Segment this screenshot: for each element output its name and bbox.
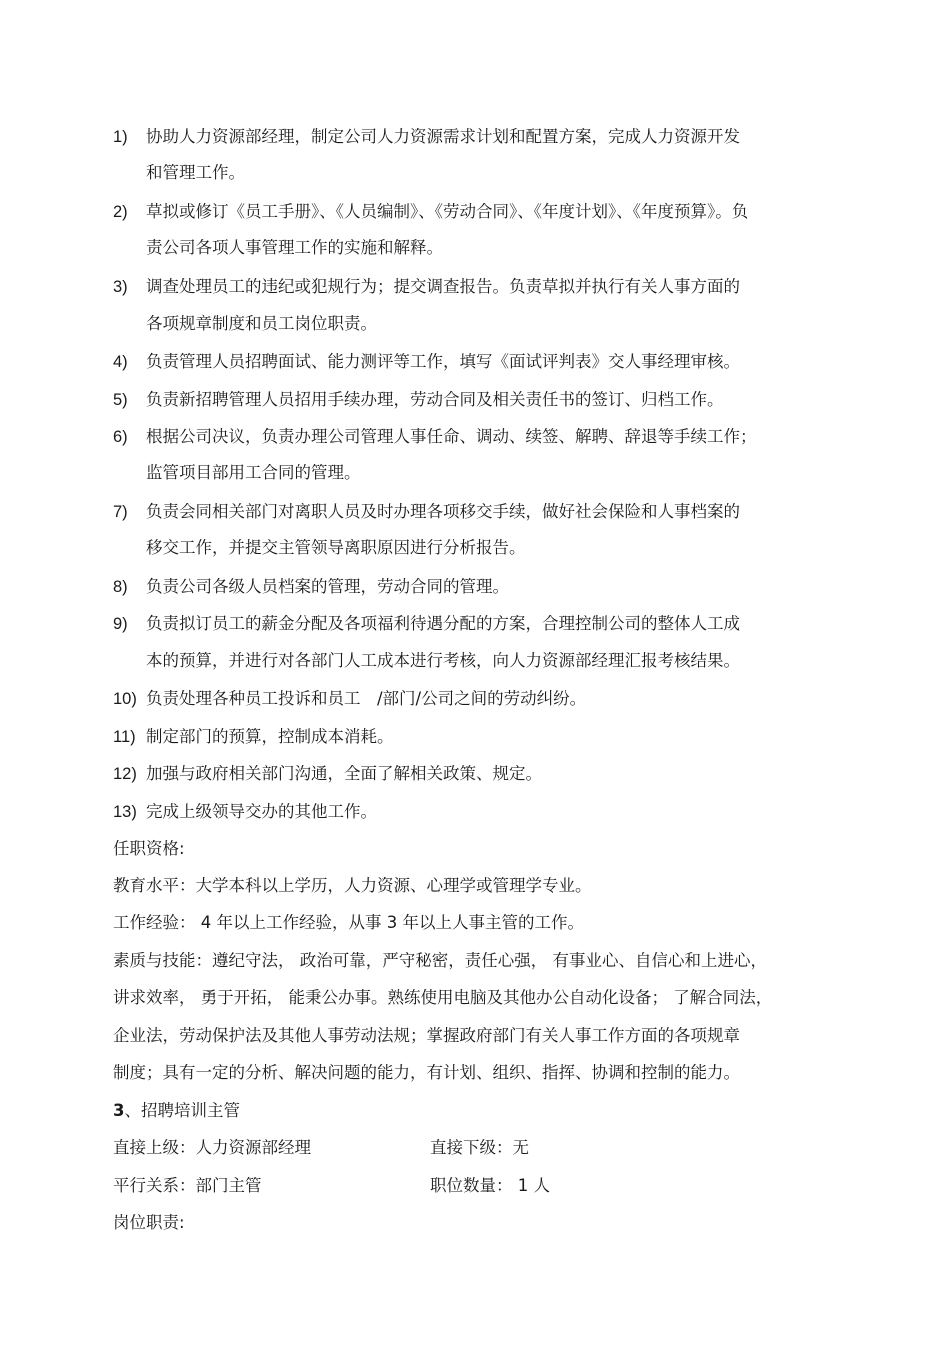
duty-5-number: 5) <box>113 391 128 409</box>
education-level: 教育水平：大学本科以上学历，人力资源、心理学或管理学专业。 <box>113 876 592 895</box>
section-3-title-text: 、招聘培训主管 <box>124 1101 240 1120</box>
duty-12-line-1: 加强与政府相关部门沟通，全面了解相关政策、规定。 <box>146 764 542 783</box>
duties-heading: 岗位职责: <box>113 1213 185 1232</box>
duty-7-number: 7) <box>113 503 128 521</box>
duty-12-number: 12) <box>113 765 137 783</box>
qualifications-heading: 任职资格: <box>113 839 185 858</box>
duty-2-number: 2) <box>113 203 128 221</box>
duty-4-line-1: 负责管理人员招聘面试、能力测评等工作，填写《面试评判表》交人事经理审核。 <box>146 352 740 371</box>
duty-9-line-2: 本的预算，并进行对各部门人工成本进行考核，向人力资源部经理汇报考核结果。 <box>146 651 740 670</box>
direct-superior: 直接上级：人力资源部经理 <box>113 1138 311 1157</box>
skills-line-3: 企业法，劳动保护法及其他人事劳动法规；掌握政府部门有关人事工作方面的各项规章 <box>113 1026 740 1045</box>
duty-1-line-2: 和管理工作。 <box>146 163 245 182</box>
duty-6-line-2: 监管项目部用工合同的管理。 <box>146 463 361 482</box>
duty-7-line-2: 移交工作，并提交主管领导离职原因进行分析报告。 <box>146 538 526 557</box>
duty-10-number: 10) <box>113 690 137 708</box>
duty-6-line-1: 根据公司决议，负责办理公司管理人事任命、调动、续签、解聘、辞退等手续工作； <box>146 427 757 446</box>
duty-9-line-1: 负责拟订员工的薪金分配及各项福利待遇分配的方案，合理控制公司的整体人工成 <box>146 614 740 633</box>
duty-3-line-2: 各项规章制度和员工岗位职责。 <box>146 314 377 333</box>
position-count: 职位数量： 1 人 <box>430 1176 550 1195</box>
duty-2-line-1: 草拟或修订《员工手册》、《人员编制》、《劳动合同》、《年度计划》、《年度预算》。负 <box>146 202 749 221</box>
duty-4-number: 4) <box>113 353 128 371</box>
section-3-title <box>113 1100 240 1122</box>
duty-8-line-1: 负责公司各级人员档案的管理，劳动合同的管理。 <box>146 577 509 596</box>
skills-line-4: 制度；具有一定的分析、解决问题的能力，有计划、组织、指挥、协调和控制的能力。 <box>113 1063 740 1082</box>
duty-5-line-1: 负责新招聘管理人员招用手续办理，劳动合同及相关责任书的签订、归档工作。 <box>146 390 724 409</box>
parallel-relation: 平行关系：部门主管 <box>113 1176 262 1195</box>
duty-2-line-2: 责公司各项人事管理工作的实施和解释。 <box>146 238 443 257</box>
skills-line-2: 讲求效率， 勇于开拓， 能秉公办事。熟练使用电脑及其他办公自动化设备； 了解合同法， <box>113 988 773 1007</box>
section-3-number: 3 <box>113 1101 125 1120</box>
duty-1-line-1: 协助人力资源部经理，制定公司人力资源需求计划和配置方案，完成人力资源开发 <box>146 127 740 146</box>
duty-9-number: 9) <box>113 615 128 633</box>
duty-11-number: 11) <box>113 728 136 746</box>
duty-13-number: 13) <box>113 803 137 821</box>
duty-10-line-1: 负责处理各种员工投诉和员工 /部门/公司之间的劳动纠纷。 <box>146 689 587 708</box>
duty-7-line-1: 负责会同相关部门对离职人员及时办理各项移交手续，做好社会保险和人事档案的 <box>146 502 740 521</box>
direct-subordinate: 直接下级：无 <box>430 1138 529 1157</box>
work-experience: 工作经验： 4 年以上工作经验，从事 3 年以上人事主管的工作。 <box>113 913 584 932</box>
duty-13-line-1: 完成上级领导交办的其他工作。 <box>146 802 377 821</box>
duty-11-line-1: 制定部门的预算，控制成本消耗。 <box>146 727 394 746</box>
duty-1-number: 1) <box>113 128 128 146</box>
skills-line-1: 素质与技能：遵纪守法， 政治可靠，严守秘密，责任心强， 有事业心、自信心和上进心， <box>113 951 767 970</box>
duty-8-number: 8) <box>113 578 128 596</box>
duty-3-line-1: 调查处理员工的违纪或犯规行为；提交调查报告。负责草拟并执行有关人事方面的 <box>146 277 740 296</box>
duty-6-number: 6) <box>113 428 128 446</box>
duty-3-number: 3) <box>113 278 128 296</box>
